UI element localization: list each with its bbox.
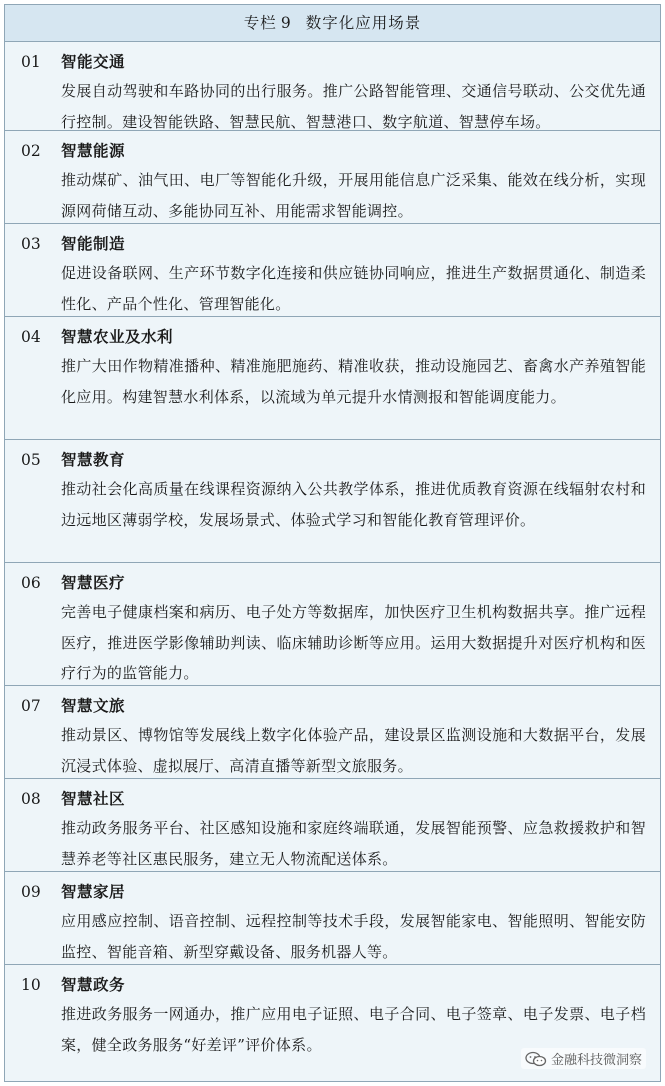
section-title: 智慧政务	[61, 975, 126, 994]
section-header	[21, 878, 646, 906]
section-number: 07	[21, 697, 41, 715]
section-body: 促进设备联网、生产环节数字化连接和供应链协同响应，推进生产数据贯通化、制造柔性化、产品个性化、管理智能化。	[61, 264, 646, 313]
section-title: 智慧文旅	[61, 696, 126, 715]
section-title: 智能制造	[61, 234, 126, 253]
section-header	[21, 971, 646, 999]
section-title: 智慧社区	[61, 789, 126, 808]
section-title: 智慧家居	[61, 882, 126, 901]
section-08	[5, 779, 660, 872]
section-body: 发展自动驾驶和车路协同的出行服务。推广公路智能管理、交通信号联动、公交优先通行控制。建设智能铁路、智慧民航、智慧港口、数字航道、智慧停车场。	[61, 82, 646, 131]
watermark-text: 金融科技微洞察	[550, 1053, 642, 1068]
section-list	[5, 42, 660, 1057]
column-number: 9	[280, 14, 292, 32]
section-number: 09	[21, 883, 41, 901]
section-header	[21, 323, 646, 351]
section-title: 智慧能源	[61, 141, 126, 160]
wechat-icon	[525, 1051, 547, 1067]
column-panel	[4, 4, 661, 1082]
section-04	[5, 317, 660, 440]
section-06	[5, 563, 660, 686]
section-number: 04	[21, 328, 41, 346]
section-body: 推动政务服务平台、社区感知设施和家庭终端联通，发展智能预警、应急救援救护和智慧养老等社区惠民服务，建立无人物流配送体系。	[61, 819, 646, 868]
section-03	[5, 224, 660, 317]
section-number: 08	[21, 790, 41, 808]
section-number: 05	[21, 451, 41, 469]
column-title-bar	[5, 5, 660, 42]
section-header	[21, 569, 646, 597]
section-title: 智慧农业及水利	[61, 327, 174, 346]
section-body: 推动景区、博物馆等发展线上数字化体验产品，建设景区监测设施和大数据平台，发展沉浸式体验、虚拟展厅、高清直播等新型文旅服务。	[61, 726, 646, 775]
column-title: 数字化应用场景	[305, 14, 422, 32]
section-header	[21, 48, 646, 76]
section-number: 02	[21, 142, 41, 160]
section-body: 完善电子健康档案和病历、电子处方等数据库，加快医疗卫生机构数据共享。推广远程医疗，推进医学影像辅助判读、临床辅助诊断等应用。运用大数据提升对医疗机构和医疗行为的监管能力。	[61, 603, 646, 682]
section-09	[5, 872, 660, 965]
section-body: 推动煤矿、油气田、电厂等智能化升级，开展用能信息广泛采集、能效在线分析，实现源网荷储互动、多能协同互补、用能需求智能调控。	[61, 171, 646, 220]
section-body: 推广大田作物精准播种、精准施肥施药、精准收获，推动设施园艺、畜禽水产养殖智能化应用。构建智慧水利体系，以流域为单元提升水情测报和智能调度能力。	[61, 357, 646, 406]
section-header	[21, 446, 646, 474]
section-05	[5, 440, 660, 563]
section-body: 推动社会化高质量在线课程资源纳入公共教学体系，推进优质教育资源在线辐射农村和边远地区薄弱学校，发展场景式、体验式学习和智能化教育管理评价。	[61, 480, 646, 529]
section-number: 10	[21, 976, 41, 994]
section-body: 应用感应控制、语音控制、远程控制等技术手段，发展智能家电、智能照明、智能安防监控、智能音箱、新型穿戴设备、服务机器人等。	[61, 912, 646, 961]
section-header	[21, 692, 646, 720]
section-01	[5, 42, 660, 131]
watermark	[521, 1048, 646, 1069]
section-title: 智能交通	[61, 52, 126, 71]
column-label: 专栏	[243, 14, 277, 32]
section-title: 智慧医疗	[61, 573, 126, 592]
section-number: 06	[21, 574, 41, 592]
section-number: 03	[21, 235, 41, 253]
section-body: 推进政务服务一网通办，推广应用电子证照、电子合同、电子签章、电子发票、电子档案，健全政务服务“好差评”评价体系。	[61, 1005, 646, 1054]
section-title: 智慧教育	[61, 450, 126, 469]
section-02	[5, 131, 660, 224]
section-header	[21, 137, 646, 165]
section-10	[5, 965, 660, 1057]
section-number: 01	[21, 53, 41, 71]
section-header	[21, 230, 646, 258]
section-header	[21, 785, 646, 813]
section-07	[5, 686, 660, 779]
